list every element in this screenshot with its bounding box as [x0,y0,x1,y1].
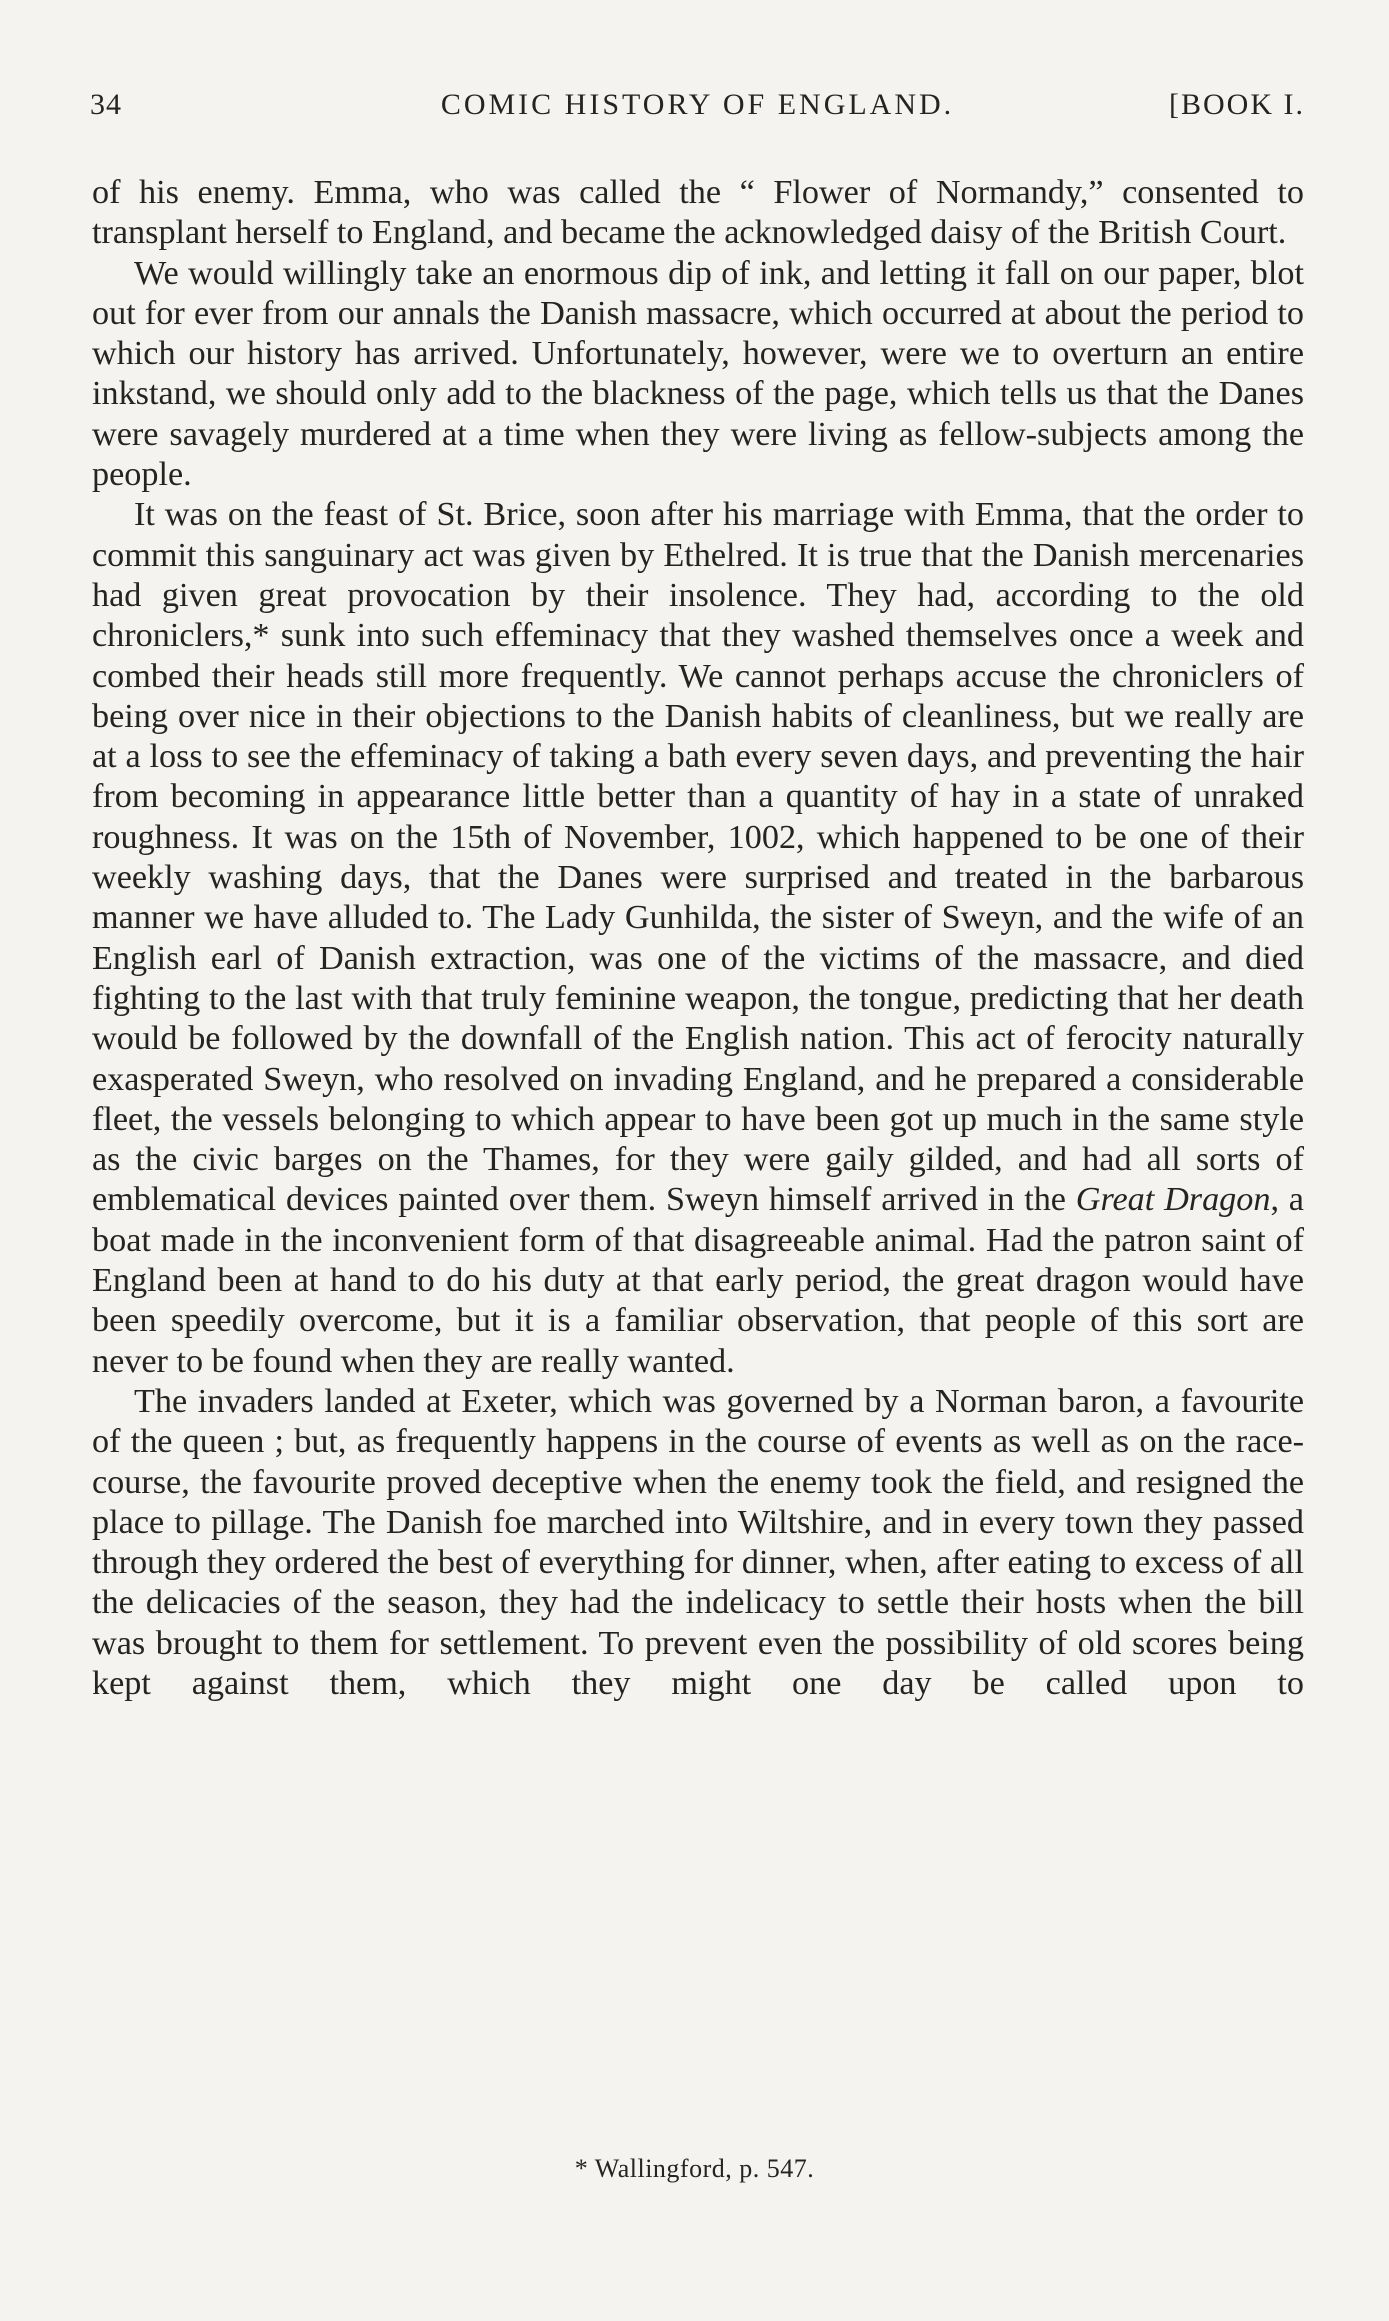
paragraph-2: We would willingly take an enormous dip of ink, and letting it fall on our paper, blot out for ever from our annals the Danish massacre, which occurred at about the period to which our history has arrived. Unfortunately, however, were we to overturn an entire inkstand, we should only add to the blackness of the page, which tells us that the Danes were savagely murdered at a time when they were living as fellow-subjects among the people. [92,254,1304,494]
paragraph-1: of his enemy. Emma, who was called the “ Flower of Normandy,” consented to transplant herself to England, and became the acknowledged daisy of the British Court. [92,174,1304,252]
page-number: 34 [90,88,122,121]
paragraph-3-part-2: , a boat made in the inconvenient form of that disagreeable animal. Had the patron saint of England been at hand to do his duty at that early period, the great dragon would have been speedily overcome, but it is a familiar observation, that people of this sort are never to be found when they are really wanted. [92,1181,1304,1380]
footnote: * Wallingford, p. 547. [574,2154,815,2183]
body-text [92,173,1304,1704]
paragraph-4: The invaders landed at Exeter, which was governed by a Norman baron, a favourite of the queen ; but, as frequently happens in the course of events as well as on the race-course, the favourite proved deceptive when the enemy took the field, and resigned the place to pillage. The Danish foe marched into Wiltshire, and in every town they passed through they ordered the best of everything for dinner, when, after eating to excess of all the delicacies of the season, they had the indelicacy to settle their hosts when the bill was brought to them for settlement. To prevent even the possibility of old scores being kept against them, which they might one day be called upon to [92,1382,1304,1702]
running-header [90,88,1305,138]
paragraph-3-part-1: It was on the feast of St. Brice, soon after his marriage with Emma, that the order to commit this sanguinary act was given by Ethelred. It is true that the Danish mercenaries had given great provocation by their insolence. They had, according to the old chroniclers,* sunk into such effeminacy that they washed themselves once a week and combed their heads still more frequently. We cannot perhaps accuse the chroniclers of being over nice in their objections to the Danish habits of cleanliness, but we really are at a loss to see the effeminacy of taking a bath every seven days, and preventing the hair from becoming in appearance little better than a quantity of hay in a state of unraked roughness. It was on the 15th of November, 1002, which happened to be one of their weekly washing days, that the Danes were surprised and treated in the barbarous manner we have alluded to. The Lady Gunhilda, the sister of Sweyn, and the wife of an English earl of Danish extraction, was one of the victims of the massacre, and died fighting to the last with that truly feminine weapon, the tongue, predicting that her death would be followed by the downfall of the English nation. This act of ferocity naturally exasperated Sweyn, who resolved on invading England, and he prepared a considerable fleet, the vessels belonging to which appear to have been got up much in the same style as the civic barges on the Thames, for they were gaily gilded, and had all sorts of emblematical devices painted over them. Sweyn himself arrived in the [92,496,1304,1219]
running-title: COMIC HISTORY OF ENGLAND. [440,88,955,121]
book-label: [BOOK I. [1169,88,1305,121]
ship-name-italic: Great Dragon [1075,1181,1271,1219]
paragraph-3 [92,495,1304,1382]
